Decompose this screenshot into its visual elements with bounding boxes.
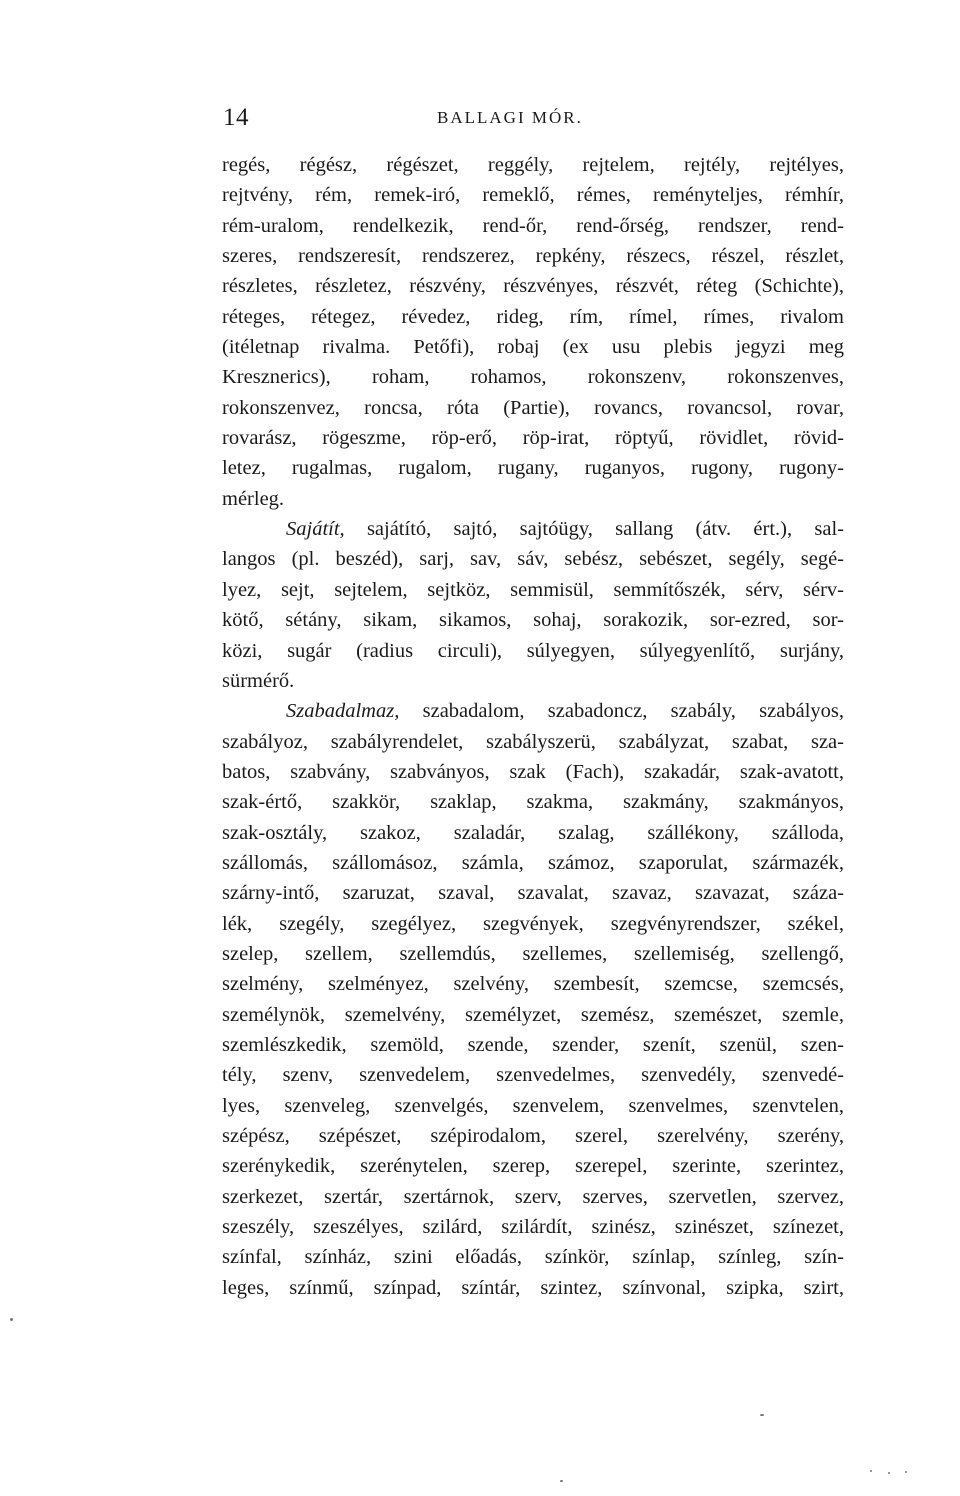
scan-speck: [10, 1318, 13, 1321]
text-line: szárny-intő, szaruzat, szaval, szavalat, szavaz, szavazat, száza-: [222, 882, 844, 905]
text-line: rém-uralom, rendelkezik, rend-őr, rend-őrség, rendszer, rend-: [222, 214, 844, 237]
text-line: lék, szegély, szegélyez, szegvények, szegvényrendszer, székel,: [222, 912, 844, 935]
text-line: közi, sugár (radius circuli), súlyegyen, súlyegyenlítő, surjány,: [222, 639, 844, 662]
text-span: szabadalom, szabadoncz, szabály, szabályos,: [399, 700, 844, 723]
text-line: rovarász, rögeszme, röp-erő, röp-irat, röptyű, rövidlet, rövid-: [222, 427, 844, 450]
text-line: batos, szabvány, szabványos, szak (Fach), szakadár, szak-avatott,: [222, 760, 844, 783]
entry-headword: Szabadalmaz,: [286, 700, 400, 723]
text-line: Kresznerics), roham, rohamos, rokonszenv, rokonszenves,: [222, 366, 844, 389]
text-line: szerkezet, szertár, szertárnok, szerv, szerves, szervetlen, szervez,: [222, 1185, 844, 1208]
paragraph-first-line: [222, 696, 844, 726]
page-number: 14: [223, 104, 249, 131]
text-line: kötő, sétány, sikam, sikamos, sohaj, sorakozik, sor-ezred, sor-: [222, 609, 844, 632]
text-line: réteges, rétegez, révedez, rideg, rím, rímel, rímes, rivalom: [222, 305, 844, 328]
text-line: szépész, szépészet, szépirodalom, szerel, szerelvény, szerény,: [222, 1125, 844, 1147]
text-line: (itéletnap rivalma. Petőfi), robaj (ex usu plebis jegyzi meg: [222, 336, 844, 359]
text-line: szeszély, szeszélyes, szilárd, szilárdít, szinész, szinészet, színezet,: [222, 1216, 844, 1239]
text-line: személynök, szemelvény, személyzet, szemész, szemészet, szemle,: [222, 1003, 844, 1026]
scan-speck: [560, 1480, 563, 1482]
entry-headword: Sajátít,: [286, 518, 345, 541]
body-text: [222, 150, 844, 1303]
scan-speck: [760, 1414, 764, 1416]
text-line: lyes, szenveleg, szenvelgés, szenvelem, szenvelmes, szenvtelen,: [222, 1094, 844, 1117]
running-head: BALLAGI MÓR.: [437, 108, 583, 127]
text-line: langos (pl. beszéd), sarj, sav, sáv, sebész, sebészet, segély, segé-: [222, 548, 844, 571]
text-line: rejtvény, rém, remek-iró, remeklő, rémes, reményteljes, rémhír,: [222, 184, 844, 207]
text-line: szerénykedik, szerénytelen, szerep, szerepel, szerinte, szerintez,: [222, 1155, 844, 1178]
text-line: szelmény, szelményez, szelvény, szembesít, szemcse, szemcsés,: [222, 973, 844, 996]
text-line: szeres, rendszeresít, rendszerez, repkény, részecs, részel, részlet,: [222, 245, 844, 268]
scan-speck: [888, 1472, 890, 1474]
text-line: rokonszenvez, roncsa, róta (Partie), rovancs, rovancsol, rovar,: [222, 396, 844, 419]
text-line: szabályoz, szabályrendelet, szabályszerü, szabályzat, szabat, sza-: [222, 730, 844, 753]
text-line: részletes, részletez, részvény, részvényes, részvét, réteg (Schichte),: [222, 275, 844, 298]
scan-speck: [870, 1470, 872, 1472]
text-line: szak-értő, szakkör, szaklap, szakma, szakmány, szakmányos,: [222, 791, 844, 814]
text-line: színfal, színház, szini előadás, színkör, színlap, színleg, szín-: [222, 1246, 844, 1269]
text-line: lyez, sejt, sejtelem, sejtköz, semmisül, semmítőszék, sérv, sérv-: [222, 578, 844, 601]
text-line: leges, színmű, színpad, színtár, szintez, színvonal, szipka, szirt,: [222, 1276, 844, 1299]
page-header: [0, 104, 960, 144]
scan-speck: [905, 1471, 907, 1473]
text-line: tély, szenv, szenvedelem, szenvedelmes, szenvedély, szenvedé-: [222, 1064, 844, 1087]
text-line: szelep, szellem, szellemdús, szellemes, szellemiség, szellengő,: [222, 942, 844, 965]
text-span: sajátító, sajtó, sajtóügy, sallang (átv. ért.), sal-: [344, 518, 844, 541]
text-line: szállomás, szállomásoz, számla, számoz, szaporulat, származék,: [222, 851, 844, 874]
text-line: sürmérő.: [222, 669, 295, 692]
text-line: szak-osztály, szakoz, szaladár, szalag, szállékony, szálloda,: [222, 821, 844, 844]
text-line: letez, rugalmas, rugalom, rugany, ruganyos, rugony, rugony-: [222, 457, 844, 480]
text-line: regés, régész, régészet, reggély, rejtelem, rejtély, rejtélyes,: [222, 154, 844, 176]
text-line: szemlészkedik, szemöld, szende, szender, szenít, szenül, szen-: [222, 1033, 844, 1056]
text-line: mérleg.: [222, 487, 285, 510]
paragraph-first-line: [222, 514, 844, 544]
